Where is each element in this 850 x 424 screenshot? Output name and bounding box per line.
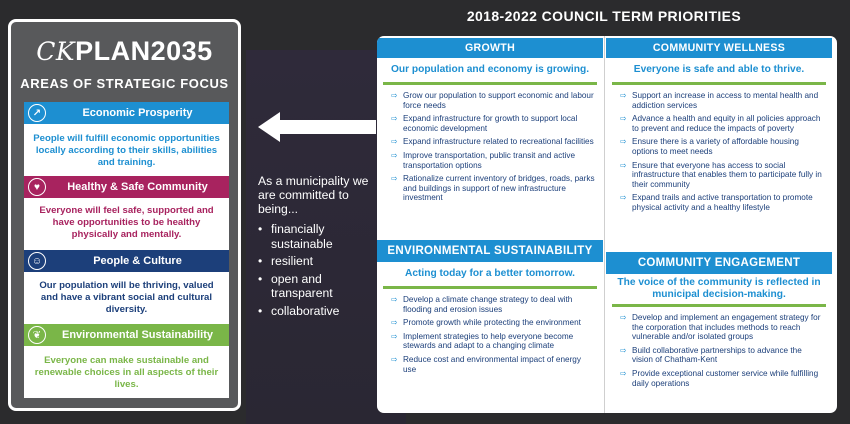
arrow-bullet-icon: ⇨: [620, 368, 627, 378]
environment-items: [377, 289, 603, 374]
leaf-plant-icon: ❦: [28, 326, 46, 344]
focus-area-title: Environmental Sustainability: [62, 329, 213, 341]
list-item: ⇨ Ensure there is a variety of affordable housing options to meet needs: [620, 137, 799, 156]
focus-area-health: [24, 176, 229, 250]
arrow-bullet-icon: ⇨: [620, 345, 627, 355]
focus-area-text: Everyone will feel safe, supported and have opportunities to be healthy physically and mentally.: [39, 205, 214, 240]
list-item: ⇨ Expand infrastructure for growth to support local economic development: [391, 114, 578, 133]
growth-section: [377, 38, 603, 207]
commitment-intro: As a municipality we are committed to being...: [258, 174, 369, 216]
list-item: ⇨ Promote growth while protecting the environment: [391, 318, 581, 328]
list-item: ⇨ Support an increase in access to mental health and addiction services: [620, 91, 819, 110]
arrow-bullet-icon: ⇨: [620, 137, 627, 147]
arrow-bullet-icon: ⇨: [620, 193, 627, 203]
list-item: ⇨ Develop and implement an engagement strategy for the corporation that includes methods to reach vulnerable and/or isolated groups: [620, 313, 821, 342]
commitment-list: [258, 222, 378, 321]
list-item: ⇨ Improve transportation, public transit and active transportation options: [391, 150, 576, 170]
section-tagline: Everyone is safe and able to thrive.: [633, 64, 805, 75]
focus-area-title: Healthy & Safe Community: [67, 181, 208, 193]
focus-area-title: Economic Prosperity: [82, 107, 193, 119]
list-item: ⇨ Build collaborative partnerships to advance the vision of Chatham-Kent: [620, 345, 802, 365]
left-arrow-icon: [258, 112, 376, 142]
arrow-bullet-icon: ⇨: [391, 137, 398, 147]
arrow-bullet-icon: ⇨: [391, 150, 398, 160]
areas-title: AREAS OF STRATEGIC FOCUS: [20, 76, 229, 91]
list-item: ⇨ Rationalize current inventory of bridges, roads, parks and buildings in support of new infrastructure investment: [391, 174, 595, 203]
section-tagline: Our population and economy is growing.: [390, 64, 590, 75]
arrow-bullet-icon: ⇨: [391, 174, 398, 184]
list-item: ⇨ Advance a health and equity in all policies approach to prevent and reduce the impacts of poverty: [620, 114, 821, 133]
list-item: ⇨ Develop a climate change strategy to deal with flooding and erosion issues: [391, 295, 573, 314]
list-item: ⇨ Ensure that everyone has access to social infrastructure that enables them to participate fully in their community: [620, 160, 822, 189]
chart-trend-icon: ↗: [28, 104, 46, 122]
focus-area-text: People will fulfill economic opportunities locally according to their skills, abilities and training.: [33, 133, 220, 168]
council-priorities-title: 2018-2022 COUNCIL TERM PRIORITIES: [466, 8, 742, 24]
arrow-bullet-icon: ⇨: [391, 354, 398, 364]
section-heading: COMMUNITY ENGAGEMENT: [606, 252, 832, 274]
focus-area-heading: [24, 176, 229, 198]
arrow-bullet-icon: ⇨: [391, 318, 398, 328]
strategic-focus-panel: [8, 19, 241, 411]
ckplan-logo: [11, 36, 238, 67]
section-heading: GROWTH: [377, 38, 603, 58]
environment-section: [377, 240, 603, 378]
focus-area-title: People & Culture: [93, 255, 182, 267]
list-item: ⇨ Grow our population to support economic and labour force needs: [391, 91, 594, 110]
arrow-bullet-icon: ⇨: [391, 91, 398, 100]
section-tagline: The voice of the community is reflected in municipal decision-making.: [617, 277, 821, 300]
arrow-bullet-icon: ⇨: [620, 91, 627, 100]
wellness-items: [606, 85, 832, 213]
focus-area-people: [24, 250, 229, 324]
focus-area-heading: [24, 250, 229, 272]
commitment-item: • collaborative: [258, 303, 340, 318]
arrow-bullet-icon: ⇨: [620, 160, 627, 170]
list-item: ⇨ Implement strategies to help everyone become stewards and adapt to a changing climate: [391, 331, 574, 351]
column-divider: [604, 36, 605, 413]
arrow-bullet-icon: ⇨: [391, 114, 398, 124]
arrow-bullet-icon: ⇨: [391, 295, 398, 304]
section-heading: COMMUNITY WELLNESS: [606, 38, 832, 58]
wellness-section: [606, 38, 832, 217]
arrow-bullet-icon: ⇨: [620, 313, 627, 322]
logo-ck: CK: [36, 37, 76, 66]
list-item: ⇨ Expand trails and active transportation to promote physical activity and a healthy lifestyle: [620, 193, 813, 212]
engagement-section: [606, 252, 832, 392]
growth-items: [377, 85, 603, 203]
focus-area-heading: [24, 324, 229, 346]
logo-plan: PLAN2035: [75, 36, 213, 66]
focus-area-economic: [24, 102, 229, 176]
focus-area-list: [24, 102, 229, 398]
engagement-items: [606, 307, 832, 388]
list-item: ⇨ Reduce cost and environmental impact of energy use: [391, 354, 581, 374]
commitment-item: • open and transparent: [258, 271, 333, 300]
people-group-icon: ☺: [28, 252, 46, 270]
list-item: ⇨ Provide exceptional customer service while fulfilling daily operations: [620, 368, 819, 388]
priorities-card: [377, 36, 837, 413]
focus-area-text: Everyone can make sustainable and renewable choices in all aspects of their lives.: [34, 355, 219, 390]
focus-area-environment: [24, 324, 229, 398]
arrow-bullet-icon: ⇨: [620, 114, 627, 124]
list-item: ⇨ Expand infrastructure related to recreational facilities: [391, 137, 594, 147]
focus-area-heading: [24, 102, 229, 124]
arrow-bullet-icon: ⇨: [391, 331, 398, 341]
section-heading: ENVIRONMENTAL SUSTAINABILITY: [377, 240, 603, 262]
focus-area-text: Our population will be thriving, valued and have a vibrant social and cultural diversity.: [39, 280, 214, 315]
commitment-item: • financially sustainable: [258, 222, 333, 251]
heart-hands-icon: ♥: [28, 178, 46, 196]
commitment-item: • resilient: [258, 254, 313, 268]
section-tagline: Acting today for a better tomorrow.: [405, 268, 575, 279]
